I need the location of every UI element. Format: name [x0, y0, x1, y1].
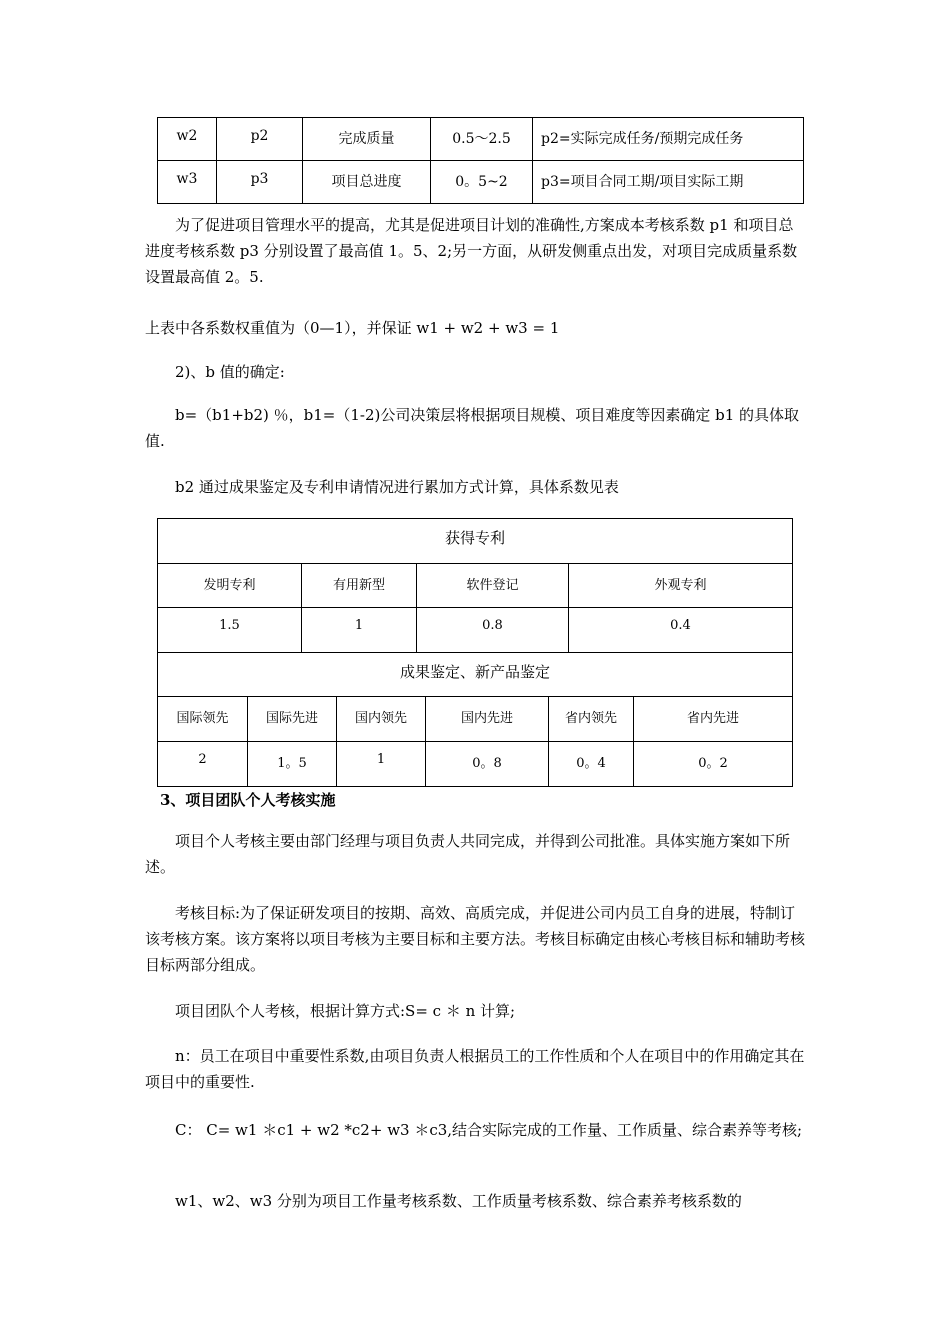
patent-title-row [158, 519, 792, 564]
patent-appraisal-table [157, 518, 793, 787]
table-cell: 1 [337, 742, 426, 786]
table-cell: 项目总进度 [303, 161, 431, 204]
patent-value-row [158, 608, 792, 653]
paragraph-assessment-goal: 考核目标:为了保证研发项目的按期、高效、高质完成，并促进公司内员工自身的进展，特制订该考核方案。该方案将以项目考核为主要目标和主要方法。考核目标确定由核心考核目标和辅助考核目标两部分组成。 [145, 904, 806, 974]
paragraph-w-definition: w1、w2、w3 分别为项目工作量考核系数、工作质量考核系数、综合素养考核系数的 [175, 1192, 742, 1210]
table-cell: w2 [158, 118, 217, 161]
paragraph-b-value: 2)、b 值的确定: [175, 363, 285, 381]
table-cell: 国际先进 [248, 697, 337, 741]
paragraph-formula-s: 项目团队个人考核，根据计算方式:S= c ＊ n 计算; [175, 1002, 516, 1020]
table-cell: p3 [217, 161, 303, 204]
table-cell: 国际领先 [158, 697, 248, 741]
table-cell: 国内领先 [337, 697, 426, 741]
table-cell: 省内先进 [686, 711, 739, 726]
table-cell: w3 [158, 161, 217, 204]
patent-header-row [158, 564, 792, 608]
coefficient-table [157, 117, 804, 204]
paragraph-b2: b2 通过成果鉴定及专利申请情况进行累加方式计算，具体系数见表 [175, 478, 619, 496]
table-cell: 发明专利 [158, 564, 302, 607]
table-cell: 有用新型 [302, 564, 417, 607]
patent-title: 获得专利 [444, 529, 505, 547]
appraisal-title-row [158, 653, 792, 697]
table-cell: 0.8 [417, 608, 569, 652]
table-cell: 0。4 [549, 742, 634, 786]
table-cell: 外观专利 [654, 578, 707, 593]
table-cell: 国内先进 [426, 697, 549, 741]
table-cell: p2 [217, 118, 303, 161]
table-row [158, 161, 804, 204]
paragraph-individual-assessment: 项目个人考核主要由部门经理与项目负责人共同完成，并得到公司批准。具体实施方案如下所述。 [145, 832, 791, 876]
paragraph-n-definition: n：员工在项目中重要性系数,由项目负责人根据员工的工作性质和个人在项目中的作用确定其在项目中的重要性. [145, 1047, 805, 1091]
table-cell: 1.5 [158, 608, 302, 652]
table-cell: 1。5 [248, 742, 337, 786]
table-cell: 2 [158, 742, 248, 786]
table-cell: 0。2 [698, 756, 728, 771]
paragraph-weights: 上表中各系数权重值为（0—1），并保证 w1 + w2 + w3 = 1 [145, 319, 560, 337]
paragraph-b-formula: b=（b1+b2) ％，b1=（1-2)公司决策层将根据项目规模、项目难度等因素确定 b1 的具体取值. [145, 406, 800, 450]
appraisal-title: 成果鉴定、新产品鉴定 [399, 663, 550, 681]
table-cell: 1 [302, 608, 417, 652]
appraisal-value-row [158, 742, 792, 786]
paragraph-max-values: 为了促进项目管理水平的提高，尤其是促进项目计划的准确性,方案成本考核系数 p1 和项目总进度考核系数 p3 分别设置了最高值 1。5、2;另一方面，从研发侧重点出发，对项目完成质量系数设置最高值 2。5. [145, 216, 798, 286]
table-cell: 省内领先 [549, 697, 634, 741]
paragraph-c-definition: C： C= w1 ＊c1 + w2 *c2+ w3 ＊c3,结合实际完成的工作量、工作质量、综合素养等考核; [175, 1121, 803, 1139]
table-cell: 软件登记 [417, 564, 569, 607]
table-cell: 0.5～2.5 [431, 118, 533, 161]
table-cell: 0。5~2 [431, 161, 533, 204]
appraisal-header-row [158, 697, 792, 742]
table-cell: p3=项目合同工期/项目实际工期 [533, 161, 804, 204]
section-heading: 3、项目团队个人考核实施 [160, 791, 336, 809]
table-cell: 完成质量 [303, 118, 431, 161]
table-cell: p2=实际完成任务/预期完成任务 [533, 118, 804, 161]
table-cell: 0.4 [670, 618, 691, 633]
table-cell: 0。8 [426, 742, 549, 786]
table-row [158, 118, 804, 161]
